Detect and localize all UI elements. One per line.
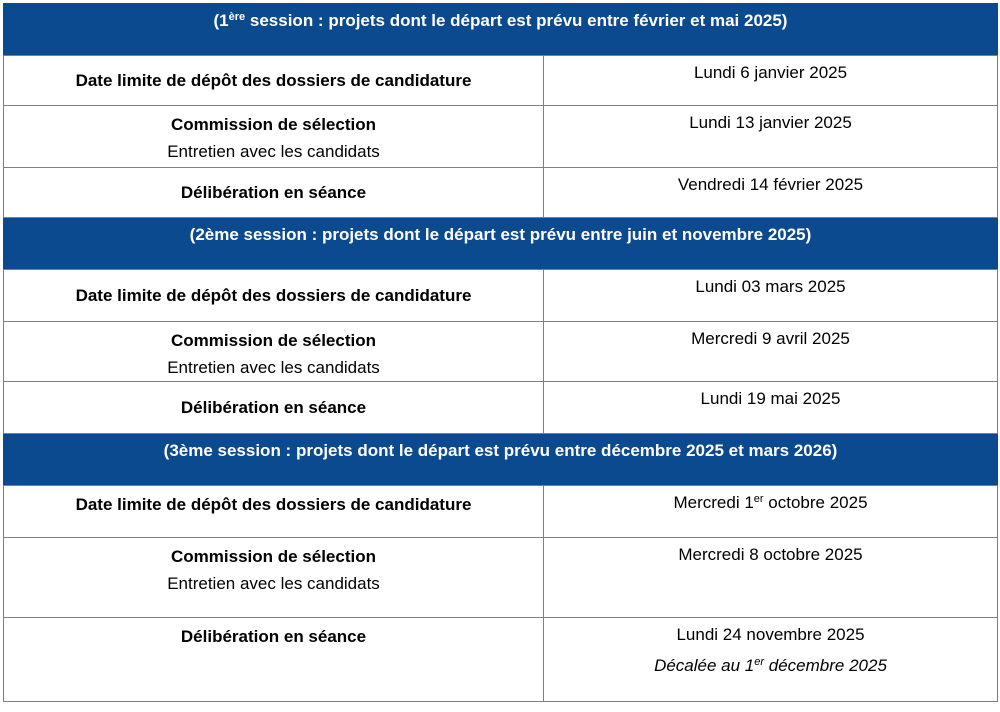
table-row xyxy=(4,56,998,106)
session-2-header xyxy=(4,218,998,270)
row-date: Lundi 13 janvier 2025 xyxy=(544,106,998,168)
table-row xyxy=(4,382,998,434)
row-label: Délibération en séance xyxy=(4,382,544,434)
session-3-title: (3ème session : projets dont le départ est prévu entre décembre 2025 et mars 2026) xyxy=(4,434,998,486)
row-date: Mercredi 8 octobre 2025 xyxy=(544,538,998,618)
row-sublabel: Entretien avec les candidats xyxy=(167,358,380,377)
table-row xyxy=(4,168,998,218)
row-label: Commission de sélection Entretien avec les candidats xyxy=(4,106,544,168)
table-row xyxy=(4,270,998,322)
row-label: Commission de sélection Entretien avec les candidats xyxy=(4,538,544,618)
postponed-note: Décalée au 1er décembre 2025 xyxy=(654,656,887,675)
session-3-header xyxy=(4,434,998,486)
table-row xyxy=(4,538,998,618)
row-date: Mercredi 9 avril 2025 xyxy=(544,322,998,382)
table-row xyxy=(4,322,998,382)
table-row xyxy=(4,486,998,538)
row-date: Vendredi 14 février 2025 xyxy=(544,168,998,218)
row-date: Lundi 03 mars 2025 xyxy=(544,270,998,322)
row-date: Lundi 24 novembre 2025 Décalée au 1er décembre 2025 xyxy=(544,618,998,702)
session-schedule-table xyxy=(3,3,998,702)
table-row xyxy=(4,618,998,702)
session-1-header xyxy=(4,4,998,56)
row-label: Date limite de dépôt des dossiers de candidature xyxy=(4,56,544,106)
row-label: Délibération en séance xyxy=(4,618,544,702)
row-label: Délibération en séance xyxy=(4,168,544,218)
row-label: Date limite de dépôt des dossiers de candidature xyxy=(4,270,544,322)
row-sublabel: Entretien avec les candidats xyxy=(167,574,380,593)
session-2-title: (2ème session : projets dont le départ est prévu entre juin et novembre 2025) xyxy=(4,218,998,270)
table-row xyxy=(4,106,998,168)
row-date: Mercredi 1er octobre 2025 xyxy=(544,486,998,538)
session-1-title: (1ère session : projets dont le départ est prévu entre février et mai 2025) xyxy=(4,4,998,56)
row-label: Commission de sélection Entretien avec les candidats xyxy=(4,322,544,382)
row-label: Date limite de dépôt des dossiers de candidature xyxy=(4,486,544,538)
row-date: Lundi 19 mai 2025 xyxy=(544,382,998,434)
row-date: Lundi 6 janvier 2025 xyxy=(544,56,998,106)
row-sublabel: Entretien avec les candidats xyxy=(167,142,380,161)
